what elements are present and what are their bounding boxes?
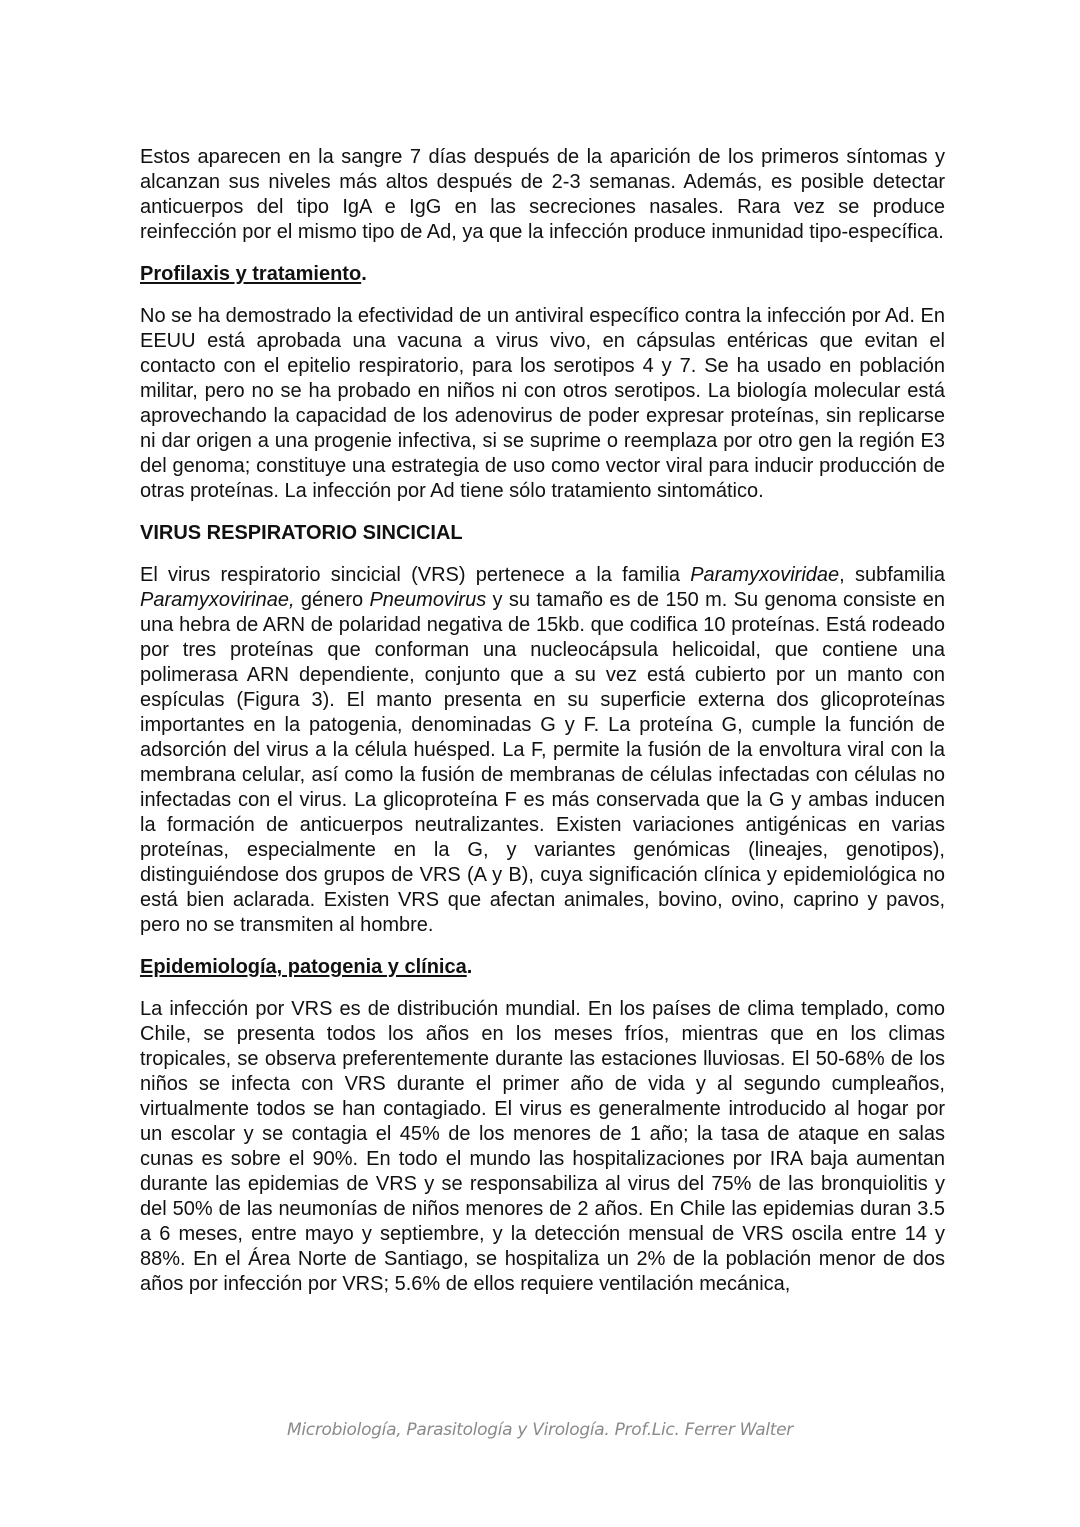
paragraph-vrs-part-a: El virus respiratorio sincicial (VRS) pertenece a la familia bbox=[140, 564, 691, 586]
heading-profilaxis-text: Profilaxis y tratamiento bbox=[140, 263, 362, 285]
heading-vrs: VIRUS RESPIRATORIO SINCICIAL bbox=[140, 522, 463, 544]
paragraph-vrs-part-d: y su tamaño es de 150 m. Su genoma consiste en una hebra de ARN de polaridad negativa de 15kb. que codifica 10 proteínas. Está rodeado por tres proteínas que conforman una nucleocápsula helicoidal, que contiene una polimerasa ARN dependiente, conjunto que a su vez está cubierto por un manto con espículas (Figura 3). El manto presenta en su superficie externa dos glicoproteínas importantes en la patogenia, denominadas G y F. La proteína G, cumple la función de adsorción del virus a la célula huésped. La F, permite la fusión de la envoltura viral con la membrana celular, así como la fusión de membranas de células infectadas con células no infectadas con el virus. La glicoproteína F es más conservada que la G y ambas inducen la formación de anticuerpos neutralizantes. Existen variaciones antigénicas en varias proteínas, especialmente en la G, y variantes genómicas (lineajes, genotipos), distinguiéndose dos grupos de VRS (A y B), cuya significación clínica y epidemiológica no está bien aclarada. Existen VRS que afectan animales, bovino, ovino, caprino y pavos, pero no se transmiten al hombre. bbox=[140, 589, 946, 936]
page-footer: Microbiología, Parasitología y Virología. Prof.Lic. Ferrer Walter bbox=[287, 1420, 793, 1440]
heading-epidemiologia-period: . bbox=[466, 956, 473, 978]
paragraph-vrs bbox=[140, 563, 945, 938]
paragraph-anticuerpos: Estos aparecen en la sangre 7 días después de la aparición de los primeros síntomas y alcanzan sus niveles más altos después de 2-3 semanas. Además, es posible detectar anticuerpos del tipo IgA e IgG en las secreciones nasales. Rara vez se produce reinfección por el mismo tipo de Ad, ya que la infección produce inmunidad tipo-específica. bbox=[140, 146, 945, 243]
taxon-genus: Pneumovirus bbox=[369, 589, 487, 611]
paragraph-vrs-part-b: , subfamilia bbox=[839, 564, 946, 586]
paragraph-epidemiologia: La infección por VRS es de distribución mundial. En los países de clima templado, como Chile, se presenta todos los años en los meses fríos, mientras que en los climas tropicales, se observa preferentemente durante las estaciones lluviosas. El 50-68% de los niños se infecta con VRS durante el primer año de vida y al segundo cumpleaños, virtualmente todos se han contagiado. El virus es generalmente introducido al hogar por un escolar y se contagia el 45% de los menores de 1 año; la tasa de ataque en salas cunas es sobre el 90%. En todo el mundo las hospitalizaciones por IRA baja aumentan durante las epidemias de VRS y se responsabiliza al virus del 75% de las bronquiolitis y del 50% de las neumonías de niños menores de 2 años. En Chile las epidemias duran 3.5 a 6 meses, entre mayo y septiembre, y la detección mensual de VRS oscila entre 14 y 88%. En el Área Norte de Santiago, se hospitaliza un 2% de la población menor de dos años por infección por VRS; 5.6% de ellos requiere ventilación mecánica, bbox=[140, 998, 945, 1295]
heading-profilaxis bbox=[140, 262, 945, 287]
taxon-family: Paramyxoviridae bbox=[690, 564, 840, 586]
taxon-subfamily: Paramyxovirinae, bbox=[140, 589, 295, 611]
paragraph-vrs-part-c: género bbox=[294, 589, 370, 611]
heading-profilaxis-period: . bbox=[361, 263, 367, 285]
heading-epidemiologia-text: Epidemiología, patogenia y clínica bbox=[140, 956, 467, 978]
paragraph-profilaxis: No se ha demostrado la efectividad de un antiviral específico contra la infección por Ad. En EEUU está aprobada una vacuna a virus vivo, en cápsulas entéricas que evitan el contacto con el epitelio respiratorio, para los serotipos 4 y 7. Se ha usado en población militar, pero no se ha probado en niños ni con otros serotipos. La biología molecular está aprovechando la capacidad de los adenovirus de poder expresar proteínas, sin replicarse ni dar origen a una progenie infectiva, si se suprime o reemplaza por otro gen la región E3 del genoma; constituye una estrategia de uso como vector viral para inducir producción de otras proteínas. La infección por Ad tiene sólo tratamiento sintomático. bbox=[140, 305, 945, 502]
document-body bbox=[140, 145, 945, 1297]
heading-epidemiologia bbox=[140, 955, 945, 980]
